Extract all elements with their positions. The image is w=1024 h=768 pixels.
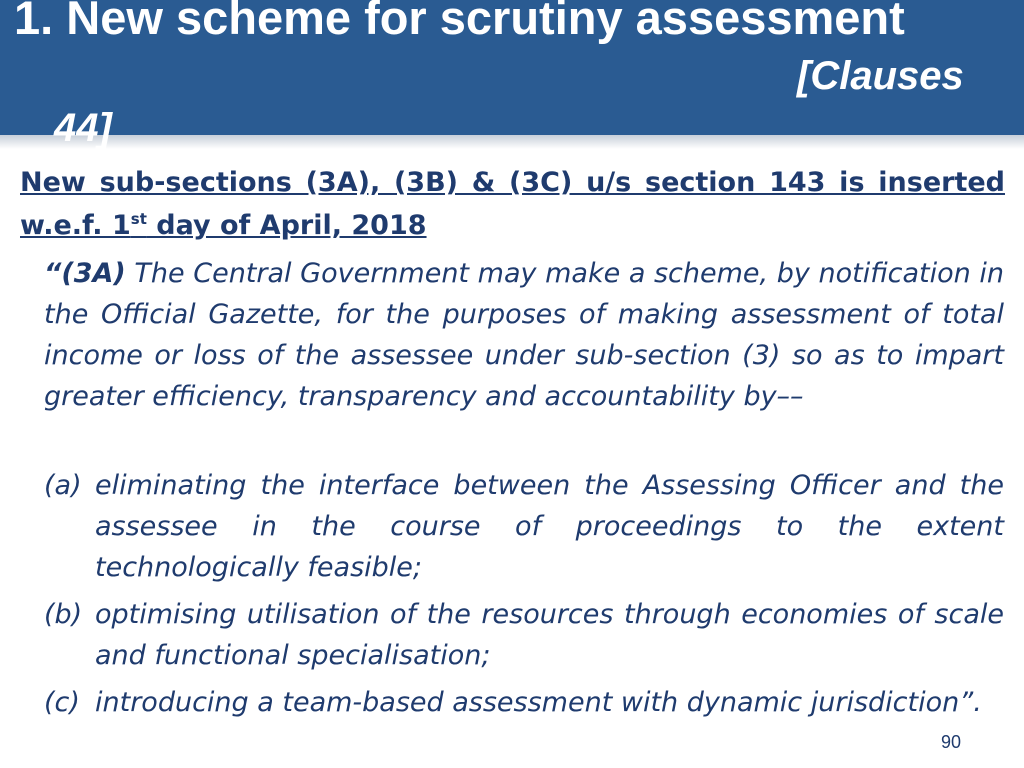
heading-text: New sub-sections (3A), (3B) & (3C) u/s section 143 is inserted w.e.f. 1 [20, 167, 1005, 241]
page-number: 90 [941, 732, 962, 752]
sub-section-text: The Central Government may make a scheme, by notification in the Official Gazette, for the purposes of making assessment of total income or loss of the assessee under sub-section (3) so as to impart greater efficiency, transparency and accountability by–– [44, 258, 1004, 412]
list-item-marker: (b) [44, 599, 83, 630]
list-item-text: optimising utilisation of the resources through economies of scale and functional specialisation; [95, 599, 1004, 671]
title-bar-shadow [0, 135, 1024, 149]
section-heading [20, 161, 1005, 247]
clauses-reference-continued: 44] [54, 106, 112, 150]
slide-title: 1. New scheme for scrutiny assessment [14, 0, 905, 44]
heading-date-text: day of April, 2018 [146, 210, 427, 241]
clauses-reference: [Clauses [797, 54, 964, 98]
list-item [44, 682, 1004, 723]
heading-ordinal-suffix: st [130, 210, 147, 228]
list-item [44, 594, 1004, 676]
sub-section-label: “(3A) [44, 258, 126, 289]
sub-section-3a-paragraph [44, 253, 1004, 417]
list-item-marker: (c) [44, 687, 80, 718]
list-item-text: eliminating the interface between the Assessing Officer and the assessee in the course of proceedings to the extent technologically feasible; [95, 470, 1004, 583]
list-item [44, 465, 1004, 588]
list-item-marker: (a) [44, 470, 82, 501]
list-item-text: introducing a team-based assessment with dynamic jurisdiction”. [95, 687, 982, 718]
